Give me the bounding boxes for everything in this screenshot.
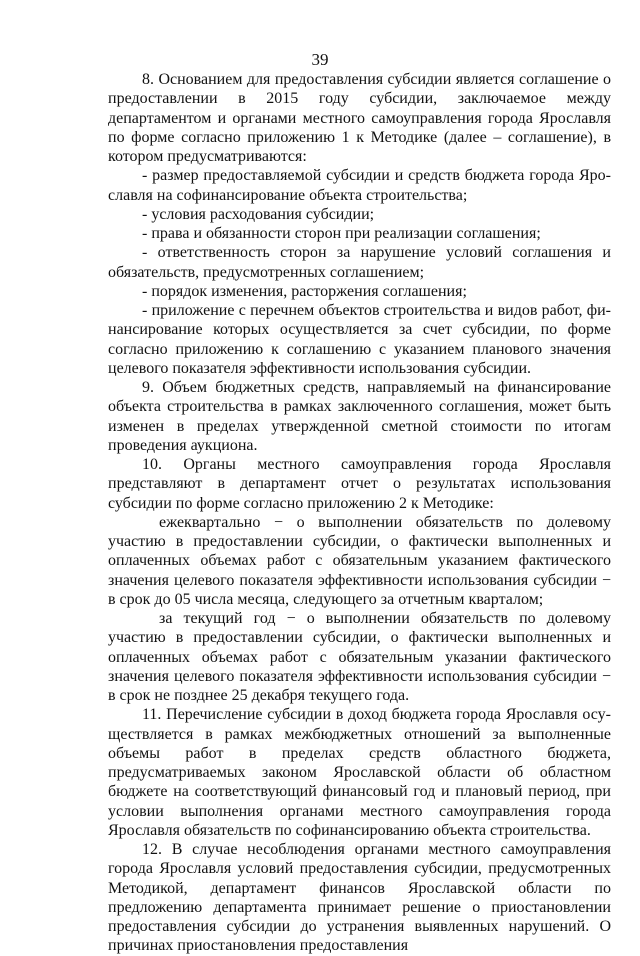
- paragraph: - ответственность сторон за нарушение условий соглашения и обязательств, предусмотренных соглашением;: [108, 244, 611, 281]
- paragraph: - размер предоставляемой субсидии и средств бюджета города Ярославля на софинансирование объекта строительства;: [108, 167, 611, 204]
- paragraph: 10. Органы местного самоуправления города Ярославля представляют в департамент отчет о результатах использования субсидии по форме согласно приложению 2 к Методике:: [108, 456, 611, 512]
- paragraph: - порядок изменения, расторжения соглашения;: [142, 282, 467, 300]
- paragraph: - приложение с перечнем объектов строительства и видов работ, финансирование которых осуществляется за счет субсидии, по форме согласно приложению к соглашению с указанием планового значения целевого показателя эффективности использования субсидии.: [108, 302, 611, 377]
- paragraph: 9. Объем бюджетных средств, направляемый на финансирование объекта строительства в рамках заключенного соглашения, может быть изменен в пределах утвержденной сметной стоимости по итогам проведения аукциона.: [108, 379, 611, 454]
- paragraph: - права и обязанности сторон при реализации соглашения;: [142, 225, 541, 242]
- document-body: [108, 70, 611, 956]
- paragraph: за текущий год − о выполнении обязательств по долевому участию в предоставлении субсидии, о фактически выполненных и оплаченных объемах работ с обязательным указании фактического значения целевого показателя эффективности использования субсидии − в срок не позднее 25 декабря текущего года.: [108, 610, 611, 704]
- paragraph: 8. Основанием для предоставления субсидии является соглашение о предоставлении в 2015 году субсидии, заключаемое между департаментом и органами местного самоуправления города Ярославля по форме согласно приложению 1 к Методике (далее – соглашение), в котором предусматриваются:: [108, 71, 611, 165]
- paragraph: 12. В случае несоблюдения органами местного самоуправления города Ярославля условий предоставления субсидии, предусмотренных Методикой, департамент финансов Ярославской области по предложению департамента принимает решение о приостановлении предоставления субсидии до устранения выявленных нарушений. О причинах приостановления предоставления: [108, 841, 611, 955]
- paragraph: ежеквартально − о выполнении обязательств по долевому участию в предоставлении субсидии, о фактически выполненных и оплаченных объемах работ с обязательным указанием фактического значения целевого показателя эффективности использования субсидии − в срок до 05 числа месяца, следующего за отчетным кварталом;: [108, 513, 611, 608]
- page-number: 39: [311, 50, 329, 69]
- paragraph: 11. Перечисление субсидии в доход бюджета города Ярославля осуществляется в рамках межбюджетных отношений за выполненные объемы работ в пределах средств областного бюджета, предусматриваемых законом Ярославской области об областном бюджете на соответствующий финансовый год и плановый период, при условии выполнения органами местного самоуправления города Ярославля обязательств по софинансированию объекта строительства.: [108, 706, 611, 839]
- paragraph: - условия расходования субсидии;: [142, 205, 375, 223]
